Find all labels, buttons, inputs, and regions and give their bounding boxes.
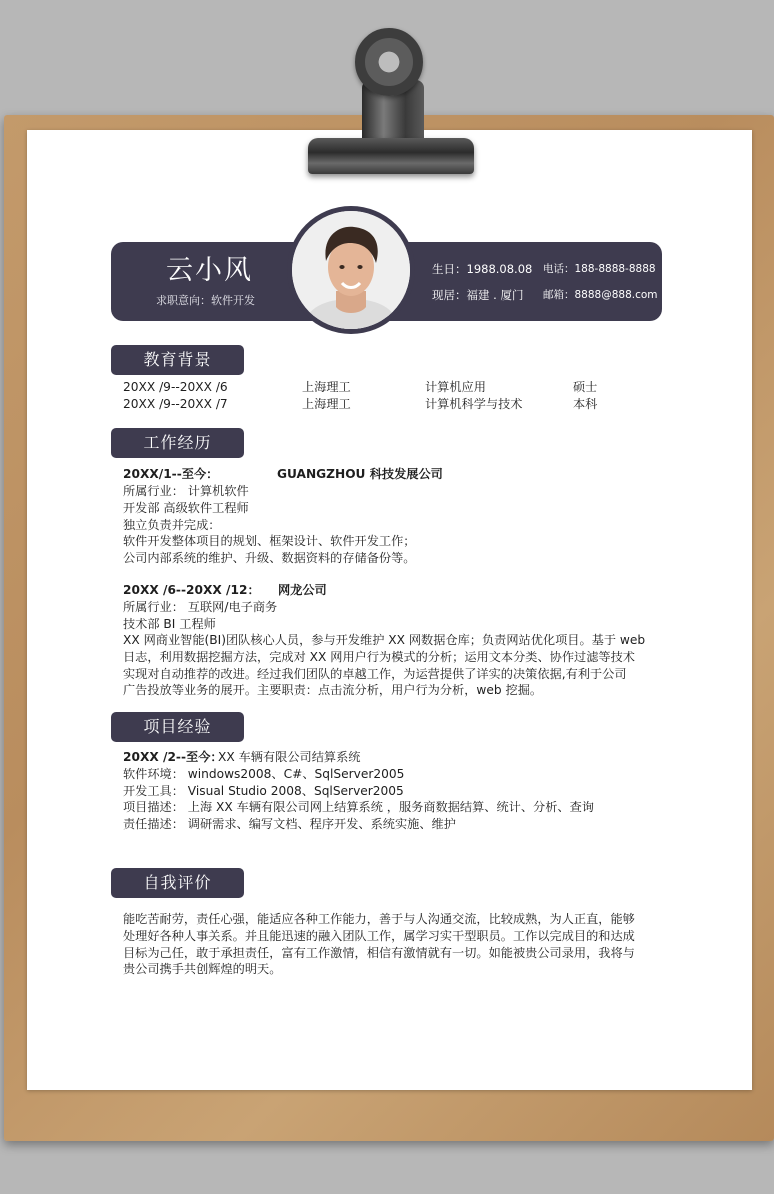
- self-line: 目标为己任，敢于承担责任，富有工作激情，相信有激情就有一切。如能被贵公司录用，我将与: [123, 946, 635, 960]
- project-line: 开发工具： Visual Studio 2008、SqlServer2005: [123, 784, 404, 798]
- job-line: 所属行业： 计算机软件: [123, 484, 249, 498]
- avatar: [292, 211, 410, 329]
- candidate-name: 云小风: [166, 255, 253, 286]
- edu-period: 20XX /9--20XX /6: [123, 380, 228, 394]
- job-line: 所属行业： 互联网/电子商务: [123, 600, 278, 614]
- self-line: 能吃苦耐劳，责任心强，能适应各种工作能力，善于与人沟通交流，比较成熟，为人正直，能够: [123, 912, 635, 926]
- section-title-education: 教育背景: [111, 345, 244, 375]
- job-line: 实现对自动推荐的改进。经过我们团队的卓越工作，为运营提供了详实的决策依据,有利于公司: [123, 667, 627, 681]
- edu-school: 上海理工: [302, 380, 351, 394]
- phone: 电话：188-8888-8888: [543, 263, 656, 275]
- project-line: 责任描述： 调研需求、编写文档、程序开发、系统实施、维护: [123, 817, 456, 831]
- job-line: 独立负责并完成：: [123, 518, 221, 532]
- edu-degree: 本科: [573, 397, 598, 411]
- binder-clip-ring-icon: [355, 28, 423, 96]
- edu-degree: 硕士: [573, 380, 598, 394]
- job-line: 开发部 高级软件工程师: [123, 501, 249, 515]
- section-title-project: 项目经验: [111, 712, 244, 742]
- project-period: 20XX /2--至今：: [123, 750, 223, 764]
- self-line: 贵公司携手共创辉煌的明天。: [123, 962, 282, 976]
- residence: 现居：福建 . 厦门: [432, 288, 524, 302]
- section-title-self: 自我评价: [111, 868, 244, 898]
- job-line: XX 网商业智能(BI)团队核心人员，参与开发维护 XX 网数据仓库；负责网站优化项目。基于 web: [123, 633, 646, 647]
- project-name: XX 车辆有限公司结算系统: [218, 750, 361, 764]
- job-line: 软件开发整体项目的规划、框架设计、软件开发工作；: [123, 534, 416, 548]
- job-period: 20XX/1--至今：: [123, 467, 219, 481]
- job-period: 20XX /6--20XX /12：: [123, 583, 260, 597]
- job-line: 技术部 BI 工程师: [123, 617, 216, 631]
- edu-major: 计算机科学与技术: [425, 397, 523, 411]
- birthday: 生日：1988.08.08: [432, 262, 533, 276]
- job-line: 公司内部系统的维护、升级、数据资料的存储备份等。: [123, 551, 416, 565]
- project-line: 软件环境： windows2008、C#、SqlServer2005: [123, 767, 405, 781]
- job-company: GUANGZHOU 科技发展公司: [277, 467, 443, 481]
- job-company: 网龙公司: [278, 583, 327, 597]
- section-title-work: 工作经历: [111, 428, 244, 458]
- edu-school: 上海理工: [302, 397, 351, 411]
- job-line: 广告投放等业务的展开。主要职责：点击流分析，用户行为分析，web 挖掘。: [123, 683, 543, 697]
- project-line: 项目描述： 上海 XX 车辆有限公司网上结算系统 ，服务商数据结算、统计、分析、查询: [123, 800, 594, 814]
- binder-clip-plate: [308, 138, 474, 174]
- self-line: 处理好各种人事关系。并且能迅速的融入团队工作，属学习实干型职员。工作以完成目的和达成: [123, 929, 635, 943]
- job-intent: 求职意向：软件开发: [156, 294, 255, 307]
- avatar-photo: [292, 211, 410, 329]
- email: 邮箱：8888@888.com: [543, 289, 658, 301]
- edu-major: 计算机应用: [425, 380, 486, 394]
- edu-period: 20XX /9--20XX /7: [123, 397, 228, 411]
- job-line: 日志，利用数据挖掘方法，完成对 XX 网用户行为模式的分析；运用文本分类、协作过滤等技术: [123, 650, 635, 664]
